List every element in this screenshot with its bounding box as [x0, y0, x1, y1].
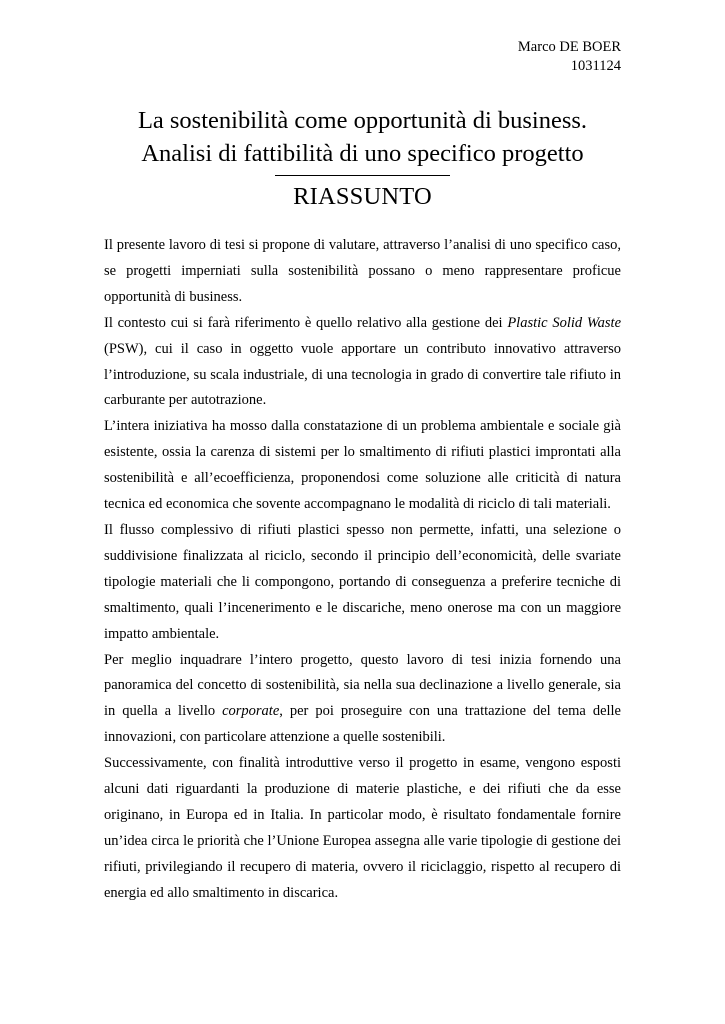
paragraph: Successivamente, con finalità introduttive verso il progetto in esame, vengono esposti alcuni dati riguardanti la produzione di materie plastiche, e dei rifiuti che da esse originano, in Europa ed in Italia. In particolar modo, è risultato fondamentale fornire un’idea circa le priorità che l’Unione Europea assegna alle varie tipologie di gestione dei rifiuti, privilegiando il recupero di materia, ovvero il riciclaggio, rispetto al recupero di energia ed allo smaltimento in discarica. [104, 755, 621, 901]
paragraph-text: (PSW), cui il caso in oggetto vuole apportare un contributo innovativo attraverso l’introduzione, su scala industriale, di una tecnologia in grado di convertire tale rifiuto in carburante per autotrazione. [104, 340, 621, 409]
author-id: 1031124 [570, 58, 621, 74]
paragraph [104, 648, 621, 752]
paragraph-text: Il contesto cui si farà riferimento è quello relativo alla gestione dei [104, 314, 508, 331]
title-underline [275, 175, 450, 176]
author-name: Marco DE BOER [517, 39, 621, 55]
paragraph-text: Per meglio inquadrare l’intero progetto, questo lavoro di tesi inizia fornendo una panoramica del concetto di sostenibilità, sia nella sua declinazione a livello generale, sia in quella a livello [104, 651, 621, 720]
paragraph [104, 311, 621, 415]
body-text [104, 233, 621, 907]
paragraph: L’intera iniziativa ha mosso dalla constatazione di un problema ambientale e sociale già esistente, ossia la carenza di sistemi per lo smaltimento di rifiuti plastici improntati alla sostenibilità e all’ecoefficienza, proponendosi come soluzione alle criticità di natura tecnica ed economica che sovente accompagnano le modalità di riciclo di tali materiali. [104, 418, 621, 513]
section-heading: RIASSUNTO [293, 183, 432, 210]
paragraph: Il flusso complessivo di rifiuti plastici spesso non permette, infatti, una selezione o suddivisione finalizzata al riciclo, secondo il principio dell’economicità, delle svariate tipologie materiali che li compongono, portando di conseguenza a preferire tecniche di smaltimento, quali l’incenerimento e le discariche, meno onerose ma con un maggiore impatto ambientale. [104, 521, 621, 642]
title-block [0, 104, 725, 212]
paragraph: Il presente lavoro di tesi si propone di valutare, attraverso l’analisi di uno specifico caso, se progetti imperniati sulla sostenibilità possano o meno rappresentare proficue opportunità di business. [104, 237, 621, 305]
author-block [518, 38, 621, 76]
title-line-1: La sostenibilità come opportunità di business. [137, 107, 588, 134]
italic-term: Plastic Solid Waste [507, 314, 622, 331]
title-line-2: Analisi di fattibilità di uno specifico progetto [141, 140, 584, 167]
italic-term: corporate [222, 703, 280, 720]
paragraph-text: , per poi proseguire con una trattazione del tema delle innovazioni, con particolare attenzione a quelle sostenibili. [104, 703, 621, 746]
